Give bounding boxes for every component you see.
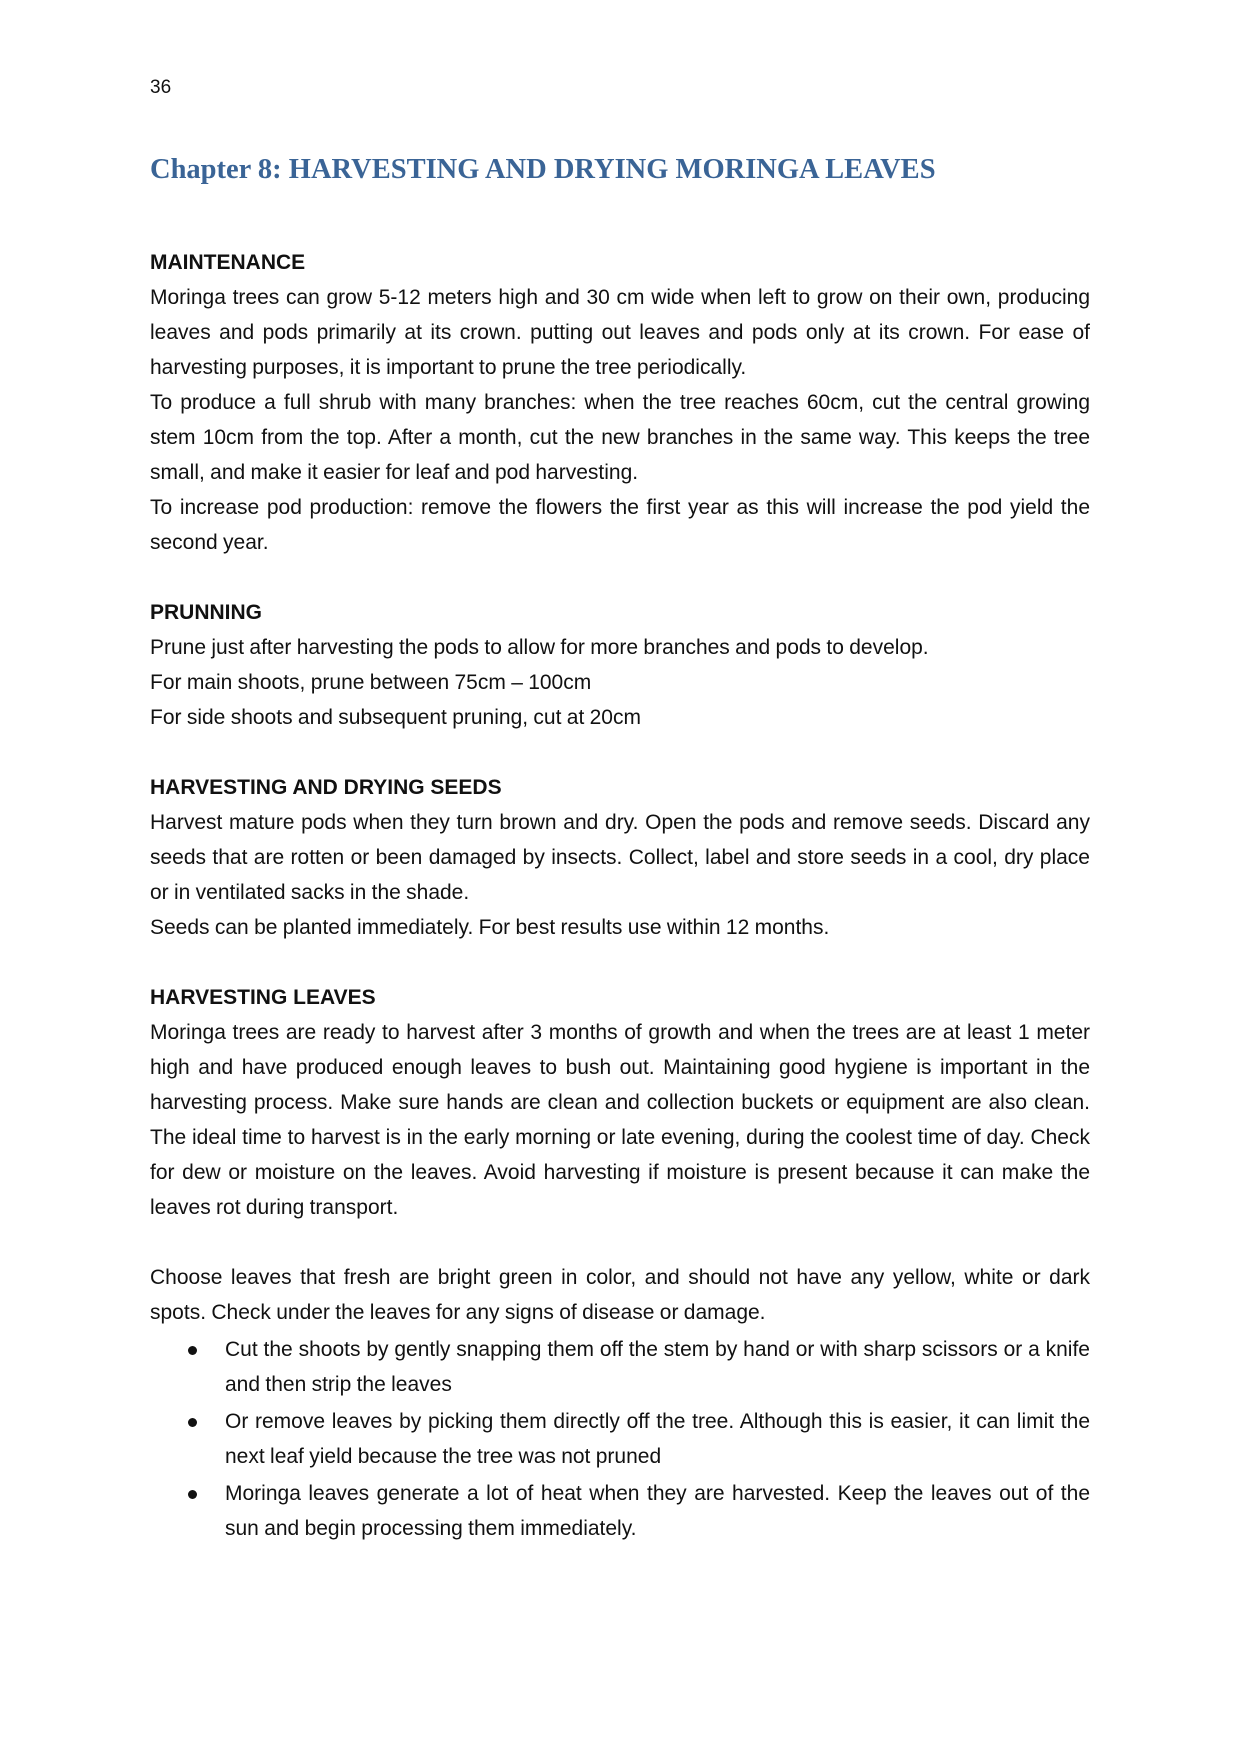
paragraph: For side shoots and subsequent pruning, cut at 20cm	[150, 706, 641, 729]
page-content	[150, 245, 1090, 1581]
bullet-list	[150, 1332, 1090, 1546]
bullet-icon	[188, 1418, 197, 1427]
section-choosing-leaves	[150, 1260, 1090, 1546]
bullet-icon	[188, 1490, 197, 1499]
list-item	[150, 1404, 1090, 1474]
list-item-text: Or remove leaves by picking them directly off the tree. Although this is easier, it can limit the next leaf yield because the tree was not pruned	[225, 1410, 1090, 1468]
list-item	[150, 1332, 1090, 1402]
section-heading: PRUNNING	[150, 601, 263, 624]
chapter-title: Chapter 8: HARVESTING AND DRYING MORINGA LEAVES	[150, 154, 936, 185]
paragraph: Prune just after harvesting the pods to allow for more branches and pods to develop.	[150, 636, 929, 659]
paragraph: To produce a full shrub with many branches: when the tree reaches 60cm, cut the central growing stem 10cm from the top. After a month, cut the new branches in the same way. This keeps the tree small, and make it easier for leaf and pod harvesting.	[150, 391, 1090, 484]
list-item-text: Cut the shoots by gently snapping them off the stem by hand or with sharp scissors or a knife and then strip the leaves	[225, 1338, 1090, 1396]
paragraph: Seeds can be planted immediately. For best results use within 12 months.	[150, 916, 830, 939]
section-maintenance	[150, 245, 1090, 560]
section-heading: MAINTENANCE	[150, 251, 306, 274]
section-heading: HARVESTING LEAVES	[150, 986, 376, 1009]
paragraph: Harvest mature pods when they turn brown and dry. Open the pods and remove seeds. Discard any seeds that are rotten or been damaged by insects. Collect, label and store seeds in a cool, dry place or in ventilated sacks in the shade.	[150, 811, 1090, 904]
bullet-icon	[188, 1346, 197, 1355]
section-heading: HARVESTING AND DRYING SEEDS	[150, 776, 502, 799]
section-harvesting-seeds	[150, 770, 1090, 945]
section-harvesting-leaves	[150, 980, 1090, 1225]
list-item	[150, 1476, 1090, 1546]
paragraph: For main shoots, prune between 75cm – 100cm	[150, 671, 592, 694]
section-prunning	[150, 595, 1090, 735]
paragraph: Moringa trees can grow 5-12 meters high and 30 cm wide when left to grow on their own, producing leaves and pods primarily at its crown. putting out leaves and pods only at its crown. For ease of harvesting purposes, it is important to prune the tree periodically.	[150, 286, 1090, 379]
paragraph: Moringa trees are ready to harvest after 3 months of growth and when the trees are at least 1 meter high and have produced enough leaves to bush out. Maintaining good hygiene is important in the harvesting process. Make sure hands are clean and collection buckets or equipment are also clean. The ideal time to harvest is in the early morning or late evening, during the coolest time of day. Check for dew or moisture on the leaves. Avoid harvesting if moisture is present because it can make the leaves rot during transport.	[150, 1021, 1090, 1219]
paragraph: To increase pod production: remove the flowers the first year as this will increase the pod yield the second year.	[150, 496, 1090, 554]
list-item-text: Moringa leaves generate a lot of heat when they are harvested. Keep the leaves out of the sun and begin processing them immediately.	[225, 1482, 1090, 1540]
page-number: 36	[150, 77, 172, 98]
paragraph: Choose leaves that fresh are bright green in color, and should not have any yellow, white or dark spots. Check under the leaves for any signs of disease or damage.	[150, 1266, 1090, 1324]
